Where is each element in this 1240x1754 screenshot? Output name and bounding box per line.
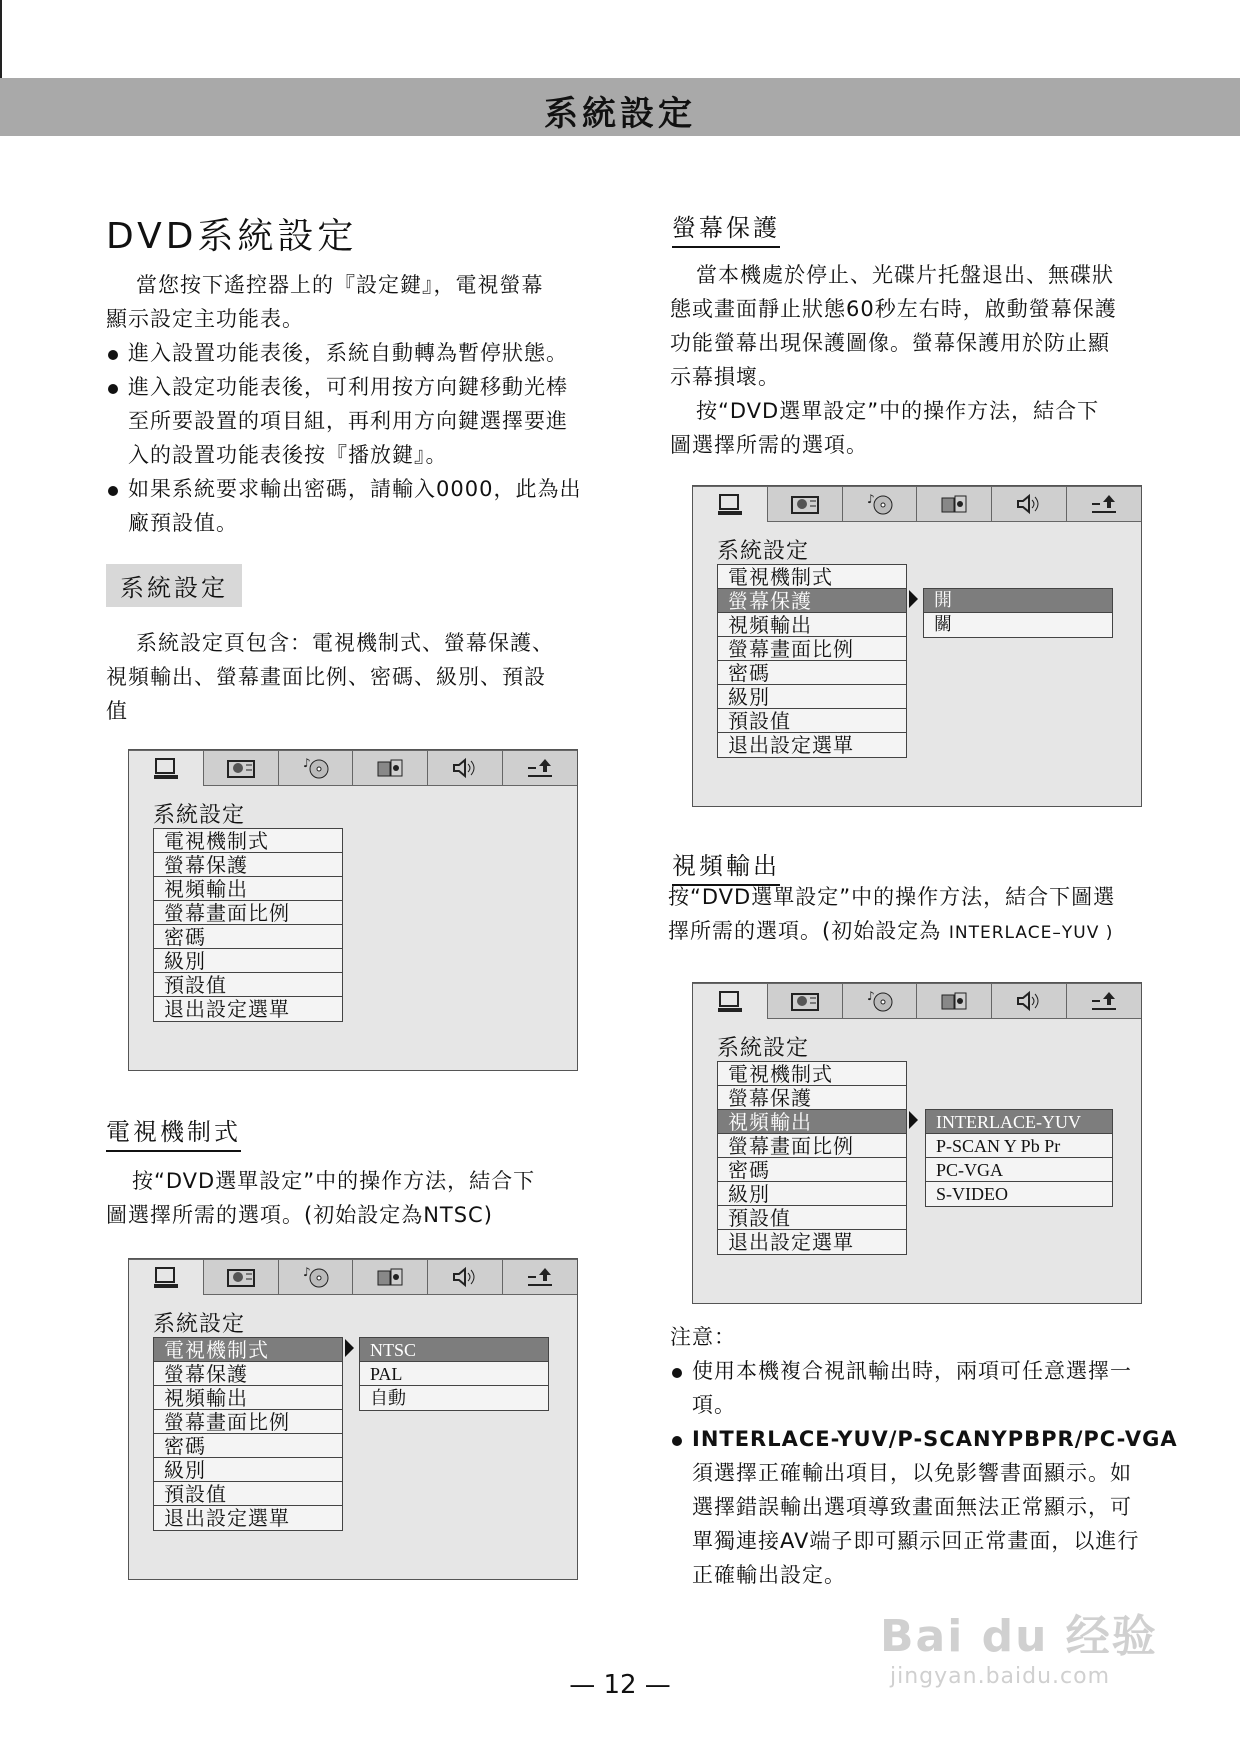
svg-text:♪: ♪ (866, 492, 875, 506)
bullet-item: 進入設定功能表後，可利用按方向鍵移動光棒 至所要設置的項目組，再利用方向鍵選擇要進 入的設置功能表後按『播放鍵』。 (106, 370, 626, 472)
settings-panel-icon (790, 989, 820, 1013)
bullet-item: 進入設置功能表後，系統自動轉為暫停狀態。 (106, 336, 626, 370)
option-list (925, 1109, 1113, 1207)
music-disc-icon (865, 492, 895, 516)
tab-audio[interactable] (992, 486, 1067, 522)
settings-panel-icon (226, 756, 256, 780)
watermark-brand: Bai du 经验 (880, 1611, 1158, 1662)
menu-panel-tv (128, 1258, 578, 1580)
menu-item[interactable]: 電視機制式 (718, 1062, 906, 1086)
tab-exit[interactable] (503, 1259, 577, 1295)
tab-exit[interactable] (1067, 983, 1141, 1019)
video-paragraph: 按“DVD選單設定”中的操作方法，結合下圖選 擇所需的選項。(初始設定為 INTERLACE–YUV ) (668, 885, 1116, 943)
menu-title: 系統設定 (717, 539, 810, 564)
svg-text:♪: ♪ (302, 1265, 311, 1279)
tab-video[interactable] (917, 983, 992, 1019)
bullet-item: INTERLACE-YUV/P-SCANYPBPR/PC-VGA 須選擇正確輸出項目，以免影響書面顯示。如 選擇錯誤輸出選項導致畫面無法正常顯示，可 單獨連接AV端子即可顯示回正常畫面，以進行 正確輸出設定。 (670, 1422, 1190, 1592)
subsection-heading: 系統設定 (106, 564, 242, 607)
tab-language[interactable] (204, 750, 279, 786)
saver-paragraph: 當本機處於停止、光碟片托盤退出、無碟狀 態或畫面靜止狀態60秒左右時，啟動螢幕保護 功能螢幕出現保護圖像。螢幕保護用於防止顯 示幕損壞。 按“DVD選單設定”中的操作方法，結合下 圖選擇所需的選項。 (670, 263, 1117, 457)
subsection-heading: 視頻輸出 (672, 846, 780, 886)
menu-item[interactable]: 退出設定選單 (728, 733, 854, 757)
tab-audio[interactable] (428, 750, 503, 786)
arrow-right-icon (909, 1111, 918, 1129)
menu-title: 系統設定 (717, 1036, 810, 1061)
menu-item[interactable]: 密碼 (154, 1434, 342, 1458)
menu-item[interactable]: 視頻輸出 (154, 877, 342, 901)
menu-item[interactable]: 退出設定選單 (164, 997, 290, 1021)
menu-item[interactable]: 預設值 (154, 973, 342, 997)
music-disc-icon (865, 989, 895, 1013)
audio-icon (1014, 989, 1044, 1013)
menu-title: 系統設定 (153, 1312, 246, 1337)
settings-panel-icon (226, 1265, 256, 1289)
menu-item[interactable]: 密碼 (154, 925, 342, 949)
svg-text:♪: ♪ (866, 989, 875, 1003)
upload-arrow-icon (525, 756, 555, 780)
upload-arrow-icon (525, 1265, 555, 1289)
menu-list (153, 1337, 343, 1531)
tab-video[interactable] (917, 486, 992, 522)
speaker-config-icon (375, 1265, 405, 1289)
menu-item[interactable]: 預設值 (718, 1206, 906, 1230)
tab-disc[interactable] (843, 983, 918, 1019)
title-banner (0, 78, 1240, 136)
note-title: 注意： (670, 1325, 736, 1349)
menu-tabs (129, 750, 577, 786)
menu-item[interactable]: 密碼 (718, 1158, 906, 1182)
menu-item[interactable]: 退出設定選單 (164, 1506, 290, 1530)
menu-item-selected[interactable]: 視頻輸出 (718, 1110, 906, 1134)
watermark-url: jingyan.baidu.com (890, 1664, 1111, 1689)
menu-item[interactable]: 視頻輸出 (154, 1386, 342, 1410)
tab-disc[interactable] (279, 1259, 354, 1295)
option-item[interactable]: 自動 (370, 1388, 406, 1408)
subsection-heading: 電視機制式 (106, 1112, 241, 1152)
arrow-right-icon (909, 590, 918, 608)
audio-icon (450, 1265, 480, 1289)
menu-item[interactable]: 螢幕畫面比例 (154, 1410, 342, 1434)
tv-paragraph: 按“DVD選單設定”中的操作方法，結合下 圖選擇所需的選項。(初始設定為NTSC) (106, 1169, 536, 1227)
arrow-right-icon (345, 1339, 354, 1357)
tab-disc[interactable] (843, 486, 918, 522)
menu-item[interactable]: 螢幕畫面比例 (718, 1134, 906, 1158)
speaker-config-icon (939, 989, 969, 1013)
bullet-item: 使用本機複合視訊輸出時，兩項可任意選擇一 項。 (670, 1354, 1190, 1422)
menu-panel (128, 749, 578, 1071)
menu-item[interactable]: 電視機制式 (154, 829, 342, 853)
menu-list (153, 828, 343, 1022)
tab-language[interactable] (204, 1259, 279, 1295)
menu-item[interactable]: 預設值 (718, 709, 906, 733)
page-title: 系統設定 (544, 94, 696, 134)
upload-arrow-icon (1089, 492, 1119, 516)
tab-language[interactable] (768, 983, 843, 1019)
tab-audio[interactable] (992, 983, 1067, 1019)
speaker-config-icon (375, 756, 405, 780)
subsection-heading: 螢幕保護 (672, 208, 780, 248)
option-item[interactable]: PAL (360, 1362, 548, 1386)
menu-title: 系統設定 (153, 803, 246, 828)
menu-item[interactable]: 級別 (718, 1182, 906, 1206)
tab-exit[interactable] (503, 750, 577, 786)
intro-paragraph: 當您按下遙控器上的『設定鍵』，電視螢幕 顯示設定主功能表。 進入設置功能表後，系統自動轉為暫停狀態。 進入設定功能表後，可利用按方向鍵移動光棒 至所要設置的項目組，再利用方向鍵選擇要進 入的設置功能表後按『播放鍵』。 如果系統要求輸出密碼，請輸入0000，此為出 廠預設值。 (106, 268, 626, 540)
monitor-icon (716, 493, 744, 517)
page-number: — 12 — (569, 1670, 671, 1700)
monitor-icon (152, 1266, 180, 1290)
tab-system[interactable] (693, 486, 768, 522)
tab-disc[interactable] (279, 750, 354, 786)
menu-item[interactable]: 螢幕保護 (718, 1086, 906, 1110)
audio-icon (450, 756, 480, 780)
tab-system[interactable] (129, 1259, 204, 1295)
music-disc-icon (301, 1265, 331, 1289)
menu-item[interactable]: 級別 (154, 1458, 342, 1482)
menu-item[interactable]: 螢幕保護 (154, 853, 342, 877)
speaker-config-icon (939, 492, 969, 516)
menu-item[interactable]: 螢幕畫面比例 (718, 637, 906, 661)
menu-item[interactable]: 級別 (718, 685, 906, 709)
tab-video[interactable] (353, 1259, 428, 1295)
bullet-item: 如果系統要求輸出密碼，請輸入0000，此為出 廠預設值。 (106, 472, 626, 540)
page-edge-line (0, 0, 2, 78)
option-item[interactable]: P-SCAN Y Pb Pr (926, 1134, 1112, 1158)
notes (670, 1320, 1190, 1592)
menu-tabs (129, 1259, 577, 1295)
upload-arrow-icon (1089, 989, 1119, 1013)
menu-item[interactable]: 電視機制式 (718, 565, 906, 589)
menu-item-selected[interactable]: 螢幕保護 (718, 589, 906, 613)
menu-list (717, 564, 907, 758)
menu-item[interactable]: 退出設定選單 (728, 1230, 854, 1254)
menu-item[interactable]: 視頻輸出 (718, 613, 906, 637)
audio-icon (1014, 492, 1044, 516)
monitor-icon (716, 990, 744, 1014)
menu-tabs (693, 486, 1141, 522)
option-list (923, 588, 1113, 638)
tab-video[interactable] (353, 750, 428, 786)
option-item[interactable]: PC-VGA (926, 1158, 1112, 1182)
menu-item[interactable]: 螢幕保護 (154, 1362, 342, 1386)
menu-panel-saver (692, 485, 1142, 807)
section-heading: DVD系統設定 (106, 216, 358, 257)
menu-item[interactable]: 級別 (154, 949, 342, 973)
tab-system[interactable] (693, 983, 768, 1019)
settings-panel-icon (790, 492, 820, 516)
tab-exit[interactable] (1067, 486, 1141, 522)
option-item-selected[interactable]: INTERLACE-YUV (926, 1110, 1112, 1134)
menu-item[interactable]: 螢幕畫面比例 (154, 901, 342, 925)
music-disc-icon (301, 756, 331, 780)
svg-text:♪: ♪ (302, 756, 311, 770)
tab-system[interactable] (129, 750, 204, 786)
menu-item[interactable]: 預設值 (154, 1482, 342, 1506)
tab-language[interactable] (768, 486, 843, 522)
tab-audio[interactable] (428, 1259, 503, 1295)
option-item[interactable]: S-VIDEO (936, 1184, 1008, 1204)
option-list (359, 1337, 549, 1411)
menu-item[interactable]: 密碼 (718, 661, 906, 685)
monitor-icon (152, 757, 180, 781)
menu-item-selected[interactable]: 電視機制式 (154, 1338, 342, 1362)
menu-panel-video (692, 982, 1142, 1304)
sys-paragraph: 系統設定頁包含：電視機制式、螢幕保護、 視頻輸出、螢幕畫面比例、密碼、級別、預設 值 (106, 631, 554, 723)
menu-list (717, 1061, 907, 1255)
option-item-selected[interactable]: NTSC (360, 1338, 548, 1362)
option-item[interactable]: 關 (934, 614, 952, 635)
option-item-selected[interactable]: 開 (924, 589, 1112, 613)
menu-tabs (693, 983, 1141, 1019)
